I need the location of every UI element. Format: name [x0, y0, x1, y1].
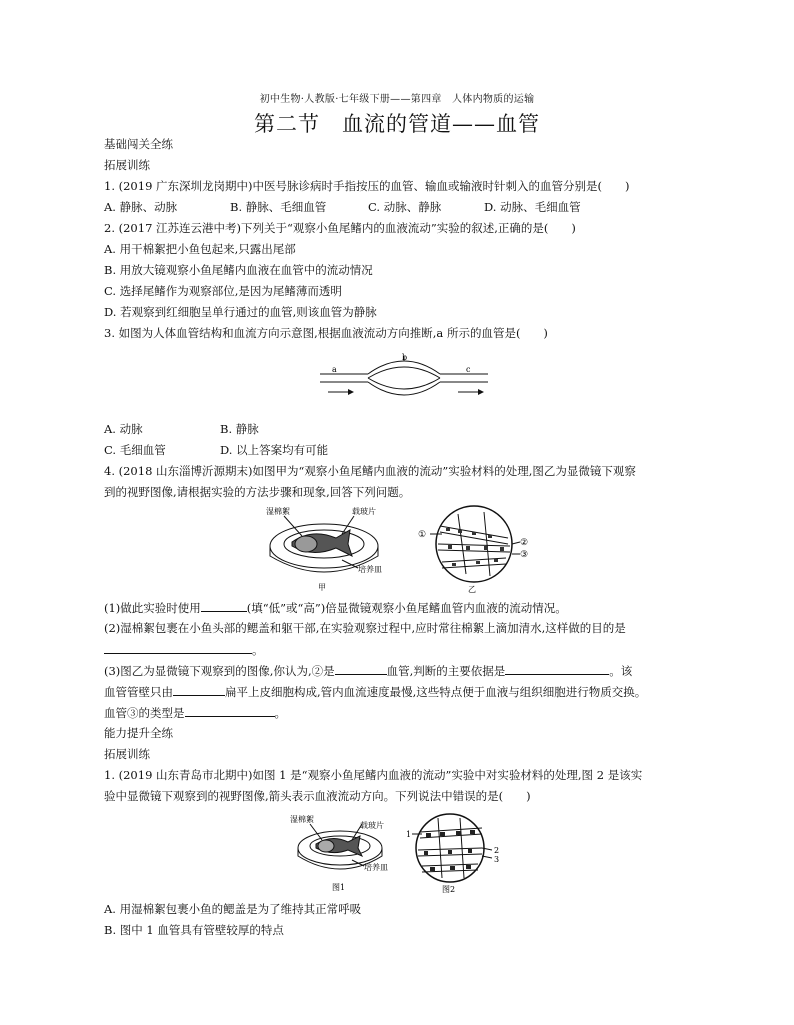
- label-glass-slide: 载玻片: [352, 507, 376, 516]
- part-1-text-a: (1)做此实验时使用: [104, 601, 201, 615]
- answer-blank-1[interactable]: [201, 598, 247, 612]
- option-c: C. 动脉、静脉: [368, 200, 442, 214]
- page-header: 初中生物·人教版·七年级下册——第四章 人体内物质的运输: [259, 94, 535, 105]
- question-3-options-row2: [104, 441, 328, 459]
- label-jia: 甲: [318, 583, 326, 592]
- label-petri-dish: 培养皿: [358, 565, 382, 574]
- answer-blank-3[interactable]: [335, 661, 387, 675]
- question-2-stem: 2. (2017 江苏连云港中考)下列关于“观察小鱼尾鳍内的血液流动”实验的叙述,正确的是( ): [104, 221, 576, 235]
- answer-blank-5[interactable]: [173, 682, 225, 696]
- marker-2: 2: [494, 846, 500, 855]
- label-yi: 乙: [468, 585, 476, 594]
- part-3-text-d: 血管管壁只由: [104, 685, 173, 699]
- label-petri-dish: 培养皿: [364, 863, 388, 872]
- part-3-text-e: 扁平上皮细胞构成,管内血流速度最慢,这些特点便于血液与组织细胞进行物质交换。: [225, 685, 647, 699]
- marker-3: 3: [494, 855, 500, 864]
- marker-1: ①: [418, 530, 427, 540]
- question-5-stem-line2: 验中显微镜下观察到的视野图像,箭头表示血液流动方向。下列说法中错误的是( ): [104, 789, 531, 803]
- option-b: B. 静脉: [220, 422, 259, 436]
- label-b: b: [402, 353, 408, 362]
- question-4-stem-line1: 4. (2018 山东淄博沂源期末)如图甲为“观察小鱼尾鳍内血液的流动”实验材料的处理,图乙为显微镜下观察: [104, 464, 636, 478]
- part-3-text-b: 血管,判断的主要依据是: [386, 664, 506, 678]
- question-4-part-1: [104, 598, 567, 617]
- option-a: A. 静脉、动脉: [104, 200, 178, 214]
- option-b: B. 静脉、毛细血管: [230, 200, 327, 214]
- blood-vessel-diagram: [318, 352, 490, 404]
- question-4-part-3-line3: [104, 703, 286, 722]
- part-3-text-a: (3)图乙为显微镜下观察到的图像,你认为,②是: [104, 664, 335, 678]
- answer-blank-4[interactable]: [505, 661, 609, 675]
- label-wet-cotton: 湿棉絮: [266, 507, 290, 516]
- label-figure-1: 图1: [332, 883, 346, 892]
- marker-2: ②: [520, 538, 529, 548]
- question-5-stem-line1: 1. (2019 山东青岛市北期中)如图 1 是“观察小鱼尾鳍内血液的流动”实验中对实验材料的处理,图 2 是该实: [104, 768, 643, 782]
- section-heading: 能力提升全练: [104, 726, 173, 740]
- option-a: A. 动脉: [104, 422, 143, 436]
- question-4-part-2-answer: [104, 640, 264, 659]
- question-1-stem: 1. (2019 广东深圳龙岗期中)中医号脉诊病时手指按压的血管、输血或输液时针刺入的血管分别是( ): [104, 179, 630, 193]
- label-glass-slide: 载玻片: [360, 821, 384, 830]
- option-b: B. 图中 1 血管具有管壁较厚的特点: [104, 923, 284, 937]
- option-b: B. 用放大镜观察小鱼尾鳍内血液在血管中的流动情况: [104, 263, 373, 277]
- page-title: 第二节 血流的管道——血管: [254, 112, 540, 136]
- part-3-text-g: 。: [274, 706, 286, 720]
- microscope-view-figure-2: [406, 814, 499, 894]
- part-2-end: 。: [252, 643, 264, 657]
- part-1-text-b: (填“低”或“高”)倍显微镜观察小鱼尾鳍血管内血液的流动情况。: [246, 601, 567, 615]
- option-d: D. 若观察到红细胞呈单行通过的血管,则该血管为静脉: [104, 305, 377, 319]
- fish-experiment-figure-1-2: [290, 812, 520, 894]
- section-subheading: 拓展训练: [104, 158, 150, 172]
- question-4-stem-line2: 到的视野图像,请根据实验的方法步骤和现象,回答下列问题。: [104, 485, 411, 499]
- question-3-options-row1: [104, 420, 259, 438]
- option-d: D. 动脉、毛细血管: [484, 200, 581, 214]
- question-3-stem: 3. 如图为人体血管结构和血流方向示意图,根据血液流动方向推断,a 所示的血管是( ): [104, 326, 548, 340]
- option-a: A. 用干棉絮把小鱼包起来,只露出尾部: [104, 242, 296, 256]
- section-subheading: 拓展训练: [104, 747, 150, 761]
- marker-1: 1: [406, 830, 412, 839]
- option-c: C. 选择尾鳍作为观察部位,是因为尾鳍薄而透明: [104, 284, 342, 298]
- marker-3: ③: [520, 550, 529, 560]
- answer-blank-6[interactable]: [185, 703, 275, 717]
- question-4-part-3-line1: [104, 661, 632, 680]
- part-3-text-c: 。该: [609, 664, 633, 678]
- label-wet-cotton: 湿棉絮: [290, 815, 314, 824]
- part-3-text-f: 血管③的类型是: [104, 706, 185, 720]
- label-a: a: [332, 365, 337, 374]
- option-d: D. 以上答案均有可能: [220, 443, 329, 457]
- question-4-part-2: (2)湿棉絮包裹在小鱼头部的鳃盖和躯干部,在实验观察过程中,应时常往棉絮上滴加清水,这样做的目的是: [104, 621, 626, 635]
- label-figure-2: 图2: [442, 885, 456, 894]
- option-c: C. 毛细血管: [104, 443, 166, 457]
- option-a: A. 用湿棉絮包裹小鱼的鳃盖是为了维持其正常呼吸: [104, 902, 362, 916]
- question-1-options: [104, 198, 581, 216]
- answer-blank-2[interactable]: [104, 640, 252, 654]
- fish-experiment-figure-jia-yi: [262, 504, 534, 594]
- question-4-part-3-line2: [104, 682, 646, 701]
- label-c: c: [466, 365, 471, 374]
- section-heading: 基础闯关全练: [104, 137, 173, 151]
- microscope-view-yi: [418, 506, 528, 594]
